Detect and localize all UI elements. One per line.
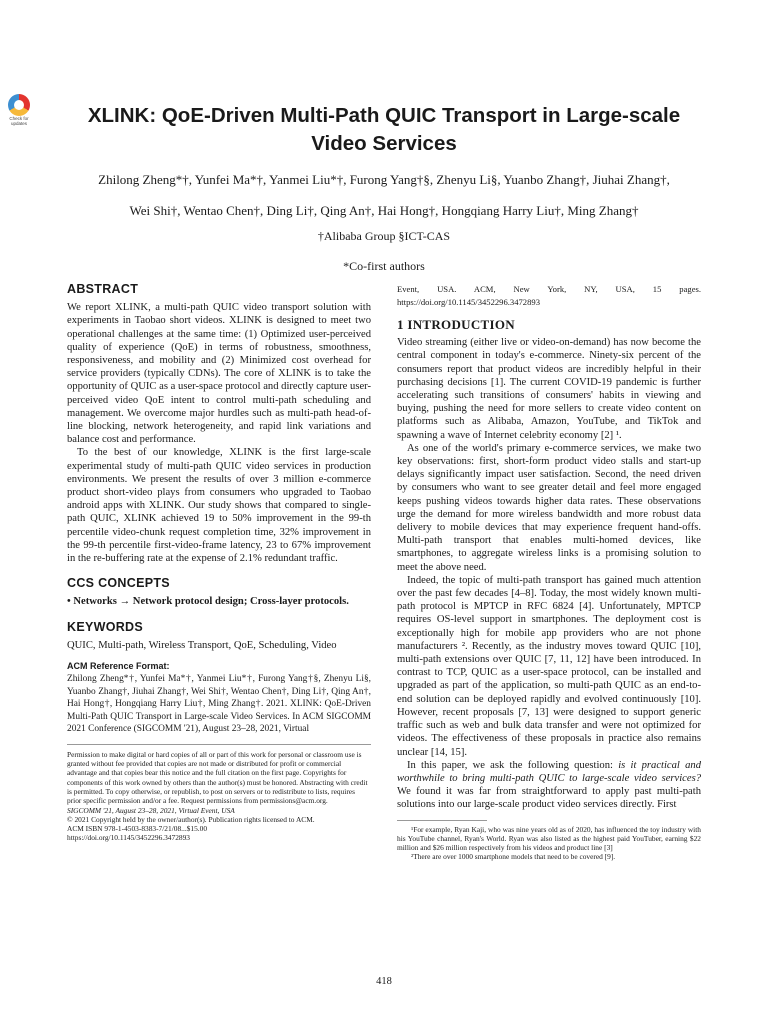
intro-p4-rest: We found it was far from straightforward to apply past multi-path solutions into our large-scale product video services directly. First [397,786,701,811]
abstract-paragraph-1: We report XLINK, a multi-path QUIC video transport solution with experiments in Taobao short videos. XLINK is designed to meet two operational challenges at the same time: (1) Optimized user-perceived quality of experience (QoE) in terms of robustness, smoothness, responsiveness, and mobility and (2) Minimized cost overhead for service providers (typically CDNs). The core of XLINK is to take the opportunity of QUIC as a user-space protocol and directly capture user-perceived video QoE intent to control multi-path scheduling and management. We overcome major hurdles such as multi-path head-of-line blocking, network heterogeneity, and rapid link variations and balance cost and performance. [67,302,371,446]
reference-format-text: Zhilong Zheng*†, Yunfei Ma*†, Yanmei Liu*†, Furong Yang†§, Zhenyu Li§, Yuanbo Zhang†, Jiuhai Zhang†, Wei Shi†, Wentao Chen†, Ding Li†, Qing An†, Hai Hong†, Hongqiang Harry Liu†, Ming Zhang†. 2021. XLINK: QoE-Driven Multi-Path QUIC Transport in Large-scale Video Services. In ACM SIGCOMM 2021 Conference (SIGCOMM '21), August 23–28, 2021, Virtual [67,674,371,735]
keywords-heading: KEYWORDS [67,619,144,634]
affiliations: †Alibaba Group §ICT-CAS [317,229,451,243]
reference-format-continued: Event, USA. ACM, New York, NY, USA, 15 pages. https://doi.org/10.1145/3452296.3472893 [397,284,701,307]
footnote-divider [397,820,487,821]
footnote-1: ¹For example, Ryan Kaji, who was nine years old as of 2020, has influenced the toy industry with his YouTube channel, Ryan's World. Ryan was also listed as the highest paid YouTuber, earning $22 million and $26 million respectively from his videos and product line [3] [397,824,701,852]
intro-paragraph-2: As one of the world's primary e-commerce services, we make two key observations: first, short-form product video stalls and start-up delays significantly impact user satisfaction. Second, the need driven by consumers who want to see greater detail and feel more engaged keeps pushing videos towards higher data rates. These observations urge the demand for more wireless bandwidth and more robust data delivery to mobile devices that may experience frequent hand-offs. Multi-path transport that enables multi-homed devices, like smartphones, to aggregate wireless links is a promising solution to meet the above need. [397,442,701,573]
abstract-paragraph-2: To the best of our knowledge, XLINK is the first large-scale experimental study of multi-path QUIC video services in production environments. We present the results of over 3 million e-commerce product short-video plays from consumers who upgraded to Taobao android apps with XLINK. Our study shows that compared to single-path QUIC, XLINK achieved 19 to 50% improvement in the 99-th percentile video-chunk request completion time, 32% improvement in the 99-th percentile first-video-frame latency, 23 to 67% improvement in the re-buffering rate at the expense of 2.1% redundant traffic. [67,447,371,565]
page-number: 418 [376,976,392,987]
copyright-line: © 2021 Copyright held by the owner/author(s). Publication rights licensed to ACM. [67,814,315,824]
permission-text: Permission to make digital or hard copies of all or part of this work for personal or classroom use is granted without fee provided that copies are not made or distributed for profit or commercial advantage and that copies bear this notice and the full citation on the first page. Copyrights for components of this work owned by others than the author(s) must be honored. Abstracting with credit is permitted. To copy otherwise, or republish, to post on servers or to redistribute to lists, requires prior specific permission and/or a fee. Request permissions from permissions@acm.org. [67,749,368,806]
author-list [40,164,728,226]
permission-notice [67,744,371,843]
intro-research-question: is it practical and worthwhile to bring multi-path QUIC to large-scale video services? [397,759,701,784]
check-for-updates-badge[interactable] [4,94,34,126]
abstract-heading: ABSTRACT [67,282,139,296]
title-line-2: Video Services [311,132,457,155]
authors-line-1: Zhilong Zheng*†, Yunfei Ma*†, Yanmei Liu*†, Furong Yang†§, Zhenyu Li§, Yuanbo Zhang†, Jiuhai Zhang†, [98,172,670,187]
introduction-heading: 1 INTRODUCTION [397,317,515,332]
crossmark-icon [8,94,30,116]
title-line-1: XLINK: QoE-Driven Multi-Path QUIC Transport in Large-scale [87,104,681,127]
isbn-line: ACM ISBN 978-1-4503-8383-7/21/08...$15.00 [67,824,208,834]
paper-title [40,102,728,158]
right-column [397,283,701,861]
keywords-text: QUIC, Multi-path, Wireless Transport, QoE, Scheduling, Video [67,639,337,651]
ccs-text: • Networks → Network protocol design; Cross-layer protocols. [67,596,349,608]
doi-link[interactable]: https://doi.org/10.1145/3452296.3472893 [67,833,190,843]
left-column [67,280,371,843]
cofirst-note: *Co-first authors [343,259,425,273]
footnote-2: ²There are over 1000 smartphone models that need to be covered [9]. [411,852,616,862]
badge-label: Check for updates [9,116,29,126]
intro-paragraph-4 [397,759,701,812]
intro-paragraph-3: Indeed, the topic of multi-path transport has gained much attention over the past few decades [4–8]. Today, the most widely known multi-path protocol is MPTCP in RFC 6824 [4]. Unfortunately, MPTCP requires OS-level support in smartphones. The deployment cost is exceptionally high for mobile app providers who are not phone manufacturers ². Recently, as the industry moves toward QUIC [10], multi-path extensions over QUIC [7, 11, 12] have been introduced. In contrast to TCP, QUIC as a user-space protocol, can be installed and upgraded as part of the application, so multi-path QUIC as an end-to-end solution can be deployed rapidly and evolved continuously [10]. However, recent proposals [7, 13] were designed to support generic traffic such as web and bulk data transfer and were not optimized for videos. The effectiveness of these proposals in practice also remains unclear [14, 15]. [397,574,701,758]
venue-line: SIGCOMM '21, August 23–28, 2021, Virtual Event, USA [67,805,235,815]
intro-paragraph-1: Video streaming (either live or video-on-demand) has now become the central component in today's e-commerce. Ninety-six percent of the consumers report that product videos are incredibly helpful in their purchasing decisions [1]. The current COVID-19 pandemic is further accelerating such transitions of consumers' habits in viewing and buying, pushing the need for more sellers to create video content on platforms such as Alibaba, Amazon, YouTube, and TikTok and spawning a wave of Internet celebrity economy [2] ¹. [397,337,701,441]
ccs-heading: CCS CONCEPTS [67,576,170,591]
reference-format-heading: ACM Reference Format: [67,661,170,672]
intro-p4-lead: In this paper, we ask the following question: [407,759,619,771]
authors-line-2: Wei Shi†, Wentao Chen†, Ding Li†, Qing An†, Hai Hong†, Hongqiang Harry Liu†, Ming Zhang† [129,203,639,218]
